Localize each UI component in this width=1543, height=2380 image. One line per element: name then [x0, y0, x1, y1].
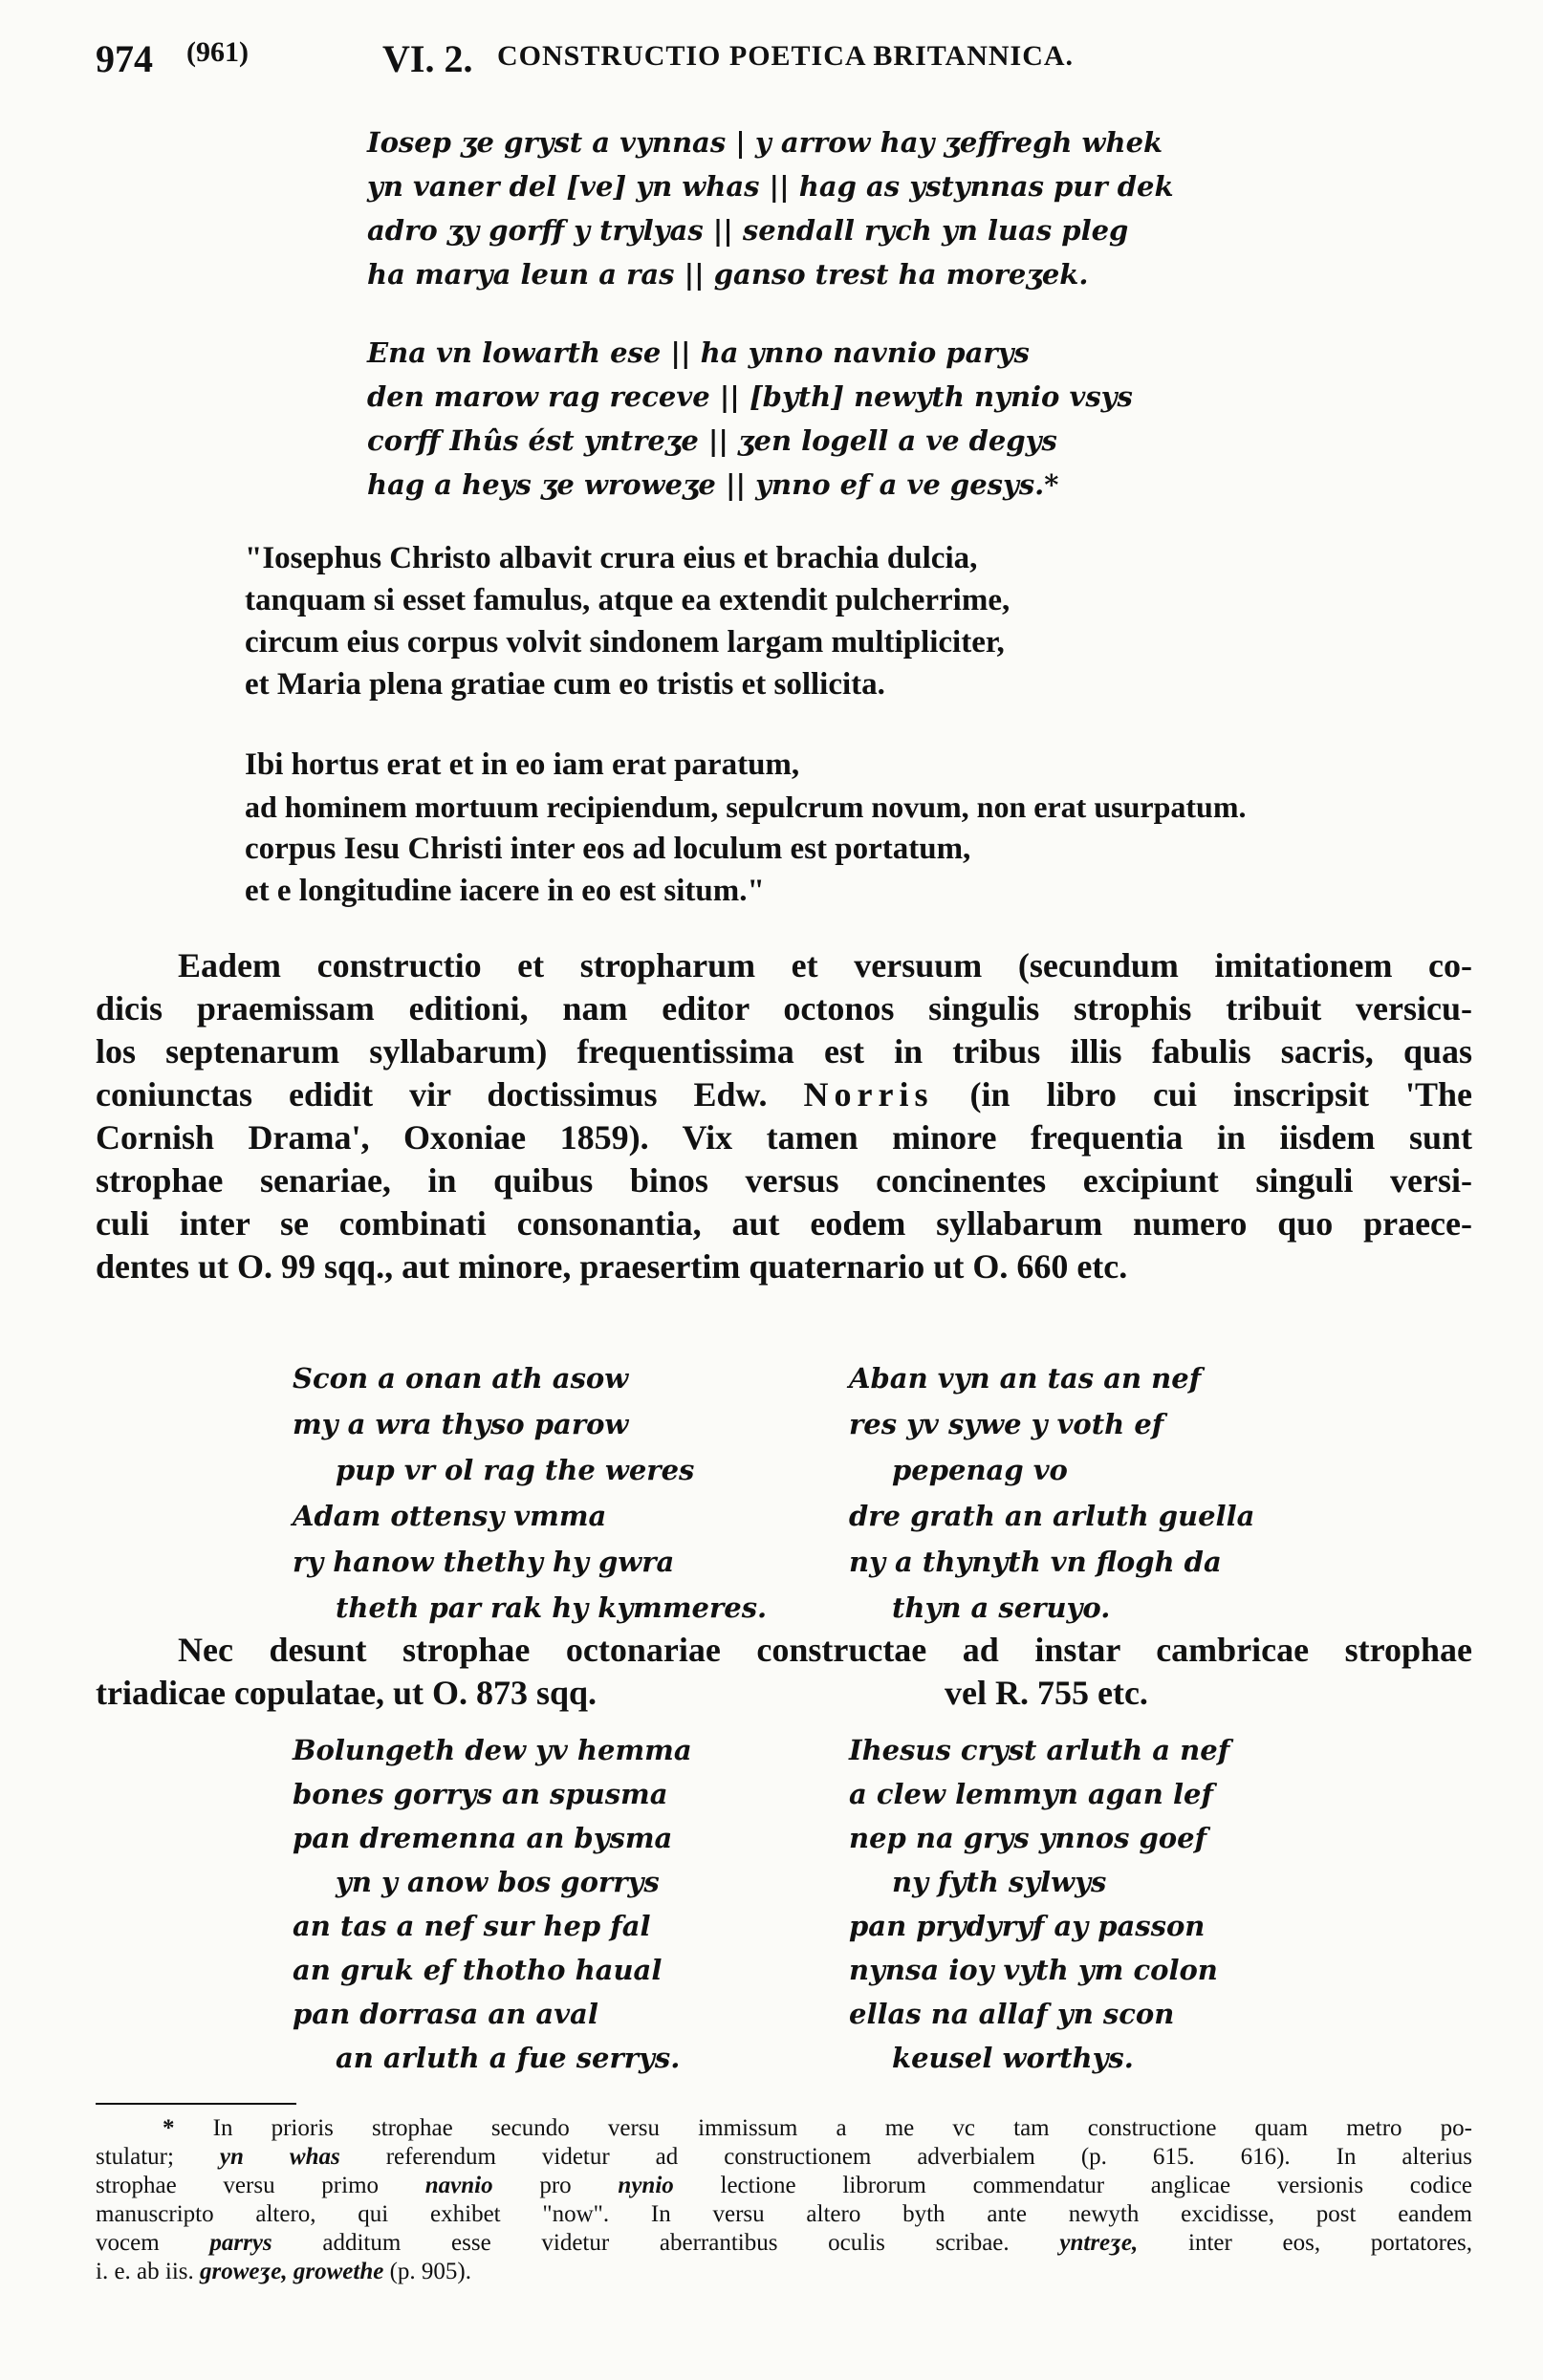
- octonary-strophe-left: [293, 1728, 692, 2080]
- verse-line: dre grath an arluth guella: [849, 1500, 1255, 1532]
- footnote-emphasis: groweʒe, growethe: [200, 2259, 384, 2284]
- paragraph-text: (in libro cui inscripsit 'The: [969, 1075, 1472, 1114]
- latin-line: et e longitudine iacere in eo est situm.": [245, 874, 765, 908]
- footnote: [96, 2114, 1472, 2286]
- verse-line: Ihesus cryst arluth a nef: [849, 1734, 1230, 1766]
- verse-line: yn y anow bos gorrys: [336, 1866, 660, 1898]
- footnote-text: inter eos, portatores,: [1188, 2230, 1472, 2256]
- cornish-stanza-2: [367, 331, 1133, 507]
- paragraph-line: [96, 1073, 1472, 1116]
- verse-line: an arluth a fue serrys.: [336, 2042, 681, 2074]
- footnote-text: (p. 905).: [389, 2259, 471, 2284]
- verse-line: an gruk ef thotho haual: [293, 1954, 663, 1986]
- footnote-text: vocem: [96, 2230, 160, 2256]
- paragraph-line: dicis praemissam editioni, nam editor octonos singulis strophis tribuit versicu-: [96, 989, 1472, 1028]
- latin-line: Ibi hortus erat et in eo iam erat paratum,: [245, 747, 800, 782]
- octonary-strophe-right: [849, 1728, 1229, 2080]
- latin-stanza-1: [245, 537, 1010, 705]
- verse-line: an tas a nef sur hep fal: [293, 1910, 651, 1942]
- latin-line: tanquam si esset famulus, atque ea extendit pulcherrime,: [245, 583, 1011, 617]
- verse-line: pepenag vo: [892, 1454, 1068, 1486]
- paragraph-line: Cornish Drama', Oxoniae 1859). Vix tamen minore frequentia in iisdem sunt: [96, 1118, 1472, 1157]
- verse-line: adro ʒy gorff y trylyas || sendall rych yn luas pleg: [367, 214, 1129, 247]
- footnote-text: additum esse videtur aberrantibus oculis scribae.: [322, 2230, 1010, 2256]
- verse-line: Adam ottensy vmma: [293, 1500, 607, 1532]
- author-name: Norris: [803, 1075, 934, 1114]
- footnote-line: [96, 2114, 1472, 2143]
- footnote-line: manuscripto altero, qui exhibet "now". In versu altero byth ante newyth excidisse, post eandem: [96, 2201, 1472, 2227]
- footnote-text: lectione librorum commendatur anglicae versionis codice: [720, 2173, 1472, 2198]
- verse-line: yn vaner del [ve] yn whas || hag as ystynnas pur dek: [367, 170, 1174, 203]
- footnote-text: In prioris strophae secundo versu immissum a me vc tam constructione quam metro po-: [212, 2115, 1472, 2141]
- verse-line: res yv sywe y voth ef: [849, 1408, 1164, 1440]
- verse-line: ny a thynyth vn flogh da: [849, 1546, 1222, 1578]
- footnote-text: i. e. ab iis.: [96, 2259, 194, 2284]
- footnote-marker: *: [163, 2115, 175, 2141]
- verse-line: Iosep ʒe gryst a vynnas | y arrow hay ʒeffregh whek: [367, 126, 1163, 159]
- verse-line: pup vr ol rag the weres: [336, 1454, 695, 1486]
- paragraph-line: los septenarum syllabarum) frequentissima est in tribus illis fabulis sacris, quas: [96, 1032, 1472, 1071]
- verse-line: keusel worthys.: [892, 2042, 1134, 2074]
- footnote-line: [96, 2229, 1472, 2258]
- body-paragraph-1: [96, 944, 1472, 1288]
- verse-line: Scon a onan ath asow: [293, 1362, 629, 1395]
- latin-line: circum eius corpus volvit sindonem largam multipliciter,: [245, 625, 1005, 660]
- paragraph-line: culi inter se combinati consonantia, aut eodem syllabarum numero quo praece-: [96, 1204, 1472, 1243]
- footnote-line: [96, 2258, 1472, 2286]
- verse-line: a clew lemmyn agan lef: [849, 1778, 1213, 1810]
- paragraph-line: dentes ut O. 99 sqq., aut minore, praesertim quaternario ut O. 660 etc.: [96, 1247, 1128, 1286]
- footnote-text: referendum videtur ad constructionem adverbialem (p. 615. 616). In alterius: [385, 2144, 1472, 2170]
- footnote-line: [96, 2172, 1472, 2200]
- verse-line: my a wra thyso parow: [293, 1408, 629, 1440]
- latin-line: "Iosephus Christo albavit crura eius et brachia dulcia,: [245, 541, 978, 575]
- latin-stanza-2: [245, 744, 1246, 912]
- verse-line: ha marya leun a ras || ganso trest ha moreʒek.: [367, 258, 1089, 291]
- latin-line: et Maria plena gratiae cum eo tristis et sollicita.: [245, 667, 885, 702]
- verse-line: thyn a seruyo.: [892, 1591, 1111, 1624]
- verse-line: nep na grys ynnos goef: [849, 1822, 1207, 1854]
- paragraph-text: vel R. 755 etc.: [945, 1674, 1148, 1712]
- original-page-number: (961): [186, 36, 249, 68]
- paragraph-line: Nec desunt strophae octonariae constructae ad instar cambricae strophae: [178, 1631, 1472, 1669]
- verse-line: ry hanow thethy hy gwra: [293, 1546, 675, 1578]
- footnote-line: [96, 2143, 1472, 2172]
- running-header: [96, 36, 1472, 84]
- senary-strophe-right: [849, 1355, 1254, 1631]
- latin-line: ad hominem mortuum recipiendum, sepulcrum novum, non erat usurpatum.: [245, 790, 1247, 824]
- verse-line: ny fyth sylwys: [892, 1866, 1107, 1898]
- verse-line: Ena vn lowarth ese || ha ynno navnio parys: [367, 336, 1030, 369]
- paragraph-text: triadicae copulatae, ut O. 873 sqq.: [96, 1674, 598, 1712]
- footnote-text: pro: [539, 2173, 572, 2198]
- paragraph-line: [96, 1672, 1472, 1715]
- page-number: 974: [96, 37, 153, 80]
- footnote-text: strophae versu primo: [96, 2173, 380, 2198]
- paragraph-text: coniunctas edidit vir doctissimus Edw.: [96, 1075, 768, 1114]
- verse-line: theth par rak hy kymmeres.: [336, 1591, 768, 1624]
- senary-strophe-left: [293, 1355, 767, 1631]
- body-paragraph-2: [96, 1629, 1472, 1715]
- latin-line: corpus Iesu Christi inter eos ad loculum est portatum,: [245, 832, 971, 866]
- footnote-rule: [96, 2103, 296, 2105]
- footnote-emphasis: nynio: [618, 2173, 674, 2198]
- verse-line: pan dorrasa an aval: [293, 1998, 598, 2030]
- verse-line: Bolungeth dew yv hemma: [293, 1734, 692, 1766]
- section-number: VI. 2.: [382, 37, 473, 80]
- verse-line: bones gorrys an spusma: [293, 1778, 668, 1810]
- verse-line: pan dremenna an bysma: [293, 1822, 673, 1854]
- verse-line: pan prydyryf ay passon: [849, 1910, 1206, 1942]
- cornish-stanza-1: [367, 120, 1174, 296]
- paragraph-line: Eadem constructio et stropharum et versuum (secundum imitationem co-: [178, 946, 1472, 984]
- verse-line: hag a heys ʒe wroweʒe || ynno ef a ve gesys.*: [367, 468, 1059, 501]
- paragraph-line: strophae senariae, in quibus binos versus concinentes excipiunt singuli versi-: [96, 1161, 1472, 1200]
- verse-line: Aban vyn an tas an nef: [849, 1362, 1202, 1395]
- footnote-emphasis: yntreʒe,: [1059, 2230, 1139, 2256]
- footnote-text: stulatur;: [96, 2144, 174, 2170]
- footnote-emphasis: yn whas: [219, 2144, 340, 2170]
- verse-line: corff Ihûs ést yntreʒe || ʒen logell a ve degys: [367, 424, 1057, 457]
- footnote-emphasis: navnio: [424, 2173, 493, 2198]
- footnote-emphasis: parrys: [209, 2230, 272, 2256]
- verse-line: den marow rag receve || [byth] newyth nynio vsys: [367, 380, 1133, 413]
- verse-line: nynsa ioy vyth ym colon: [849, 1954, 1218, 1986]
- verse-line: ellas na allaf yn scon: [849, 1998, 1175, 2030]
- running-title: CONSTRUCTIO POETICA BRITANNICA.: [497, 40, 1075, 72]
